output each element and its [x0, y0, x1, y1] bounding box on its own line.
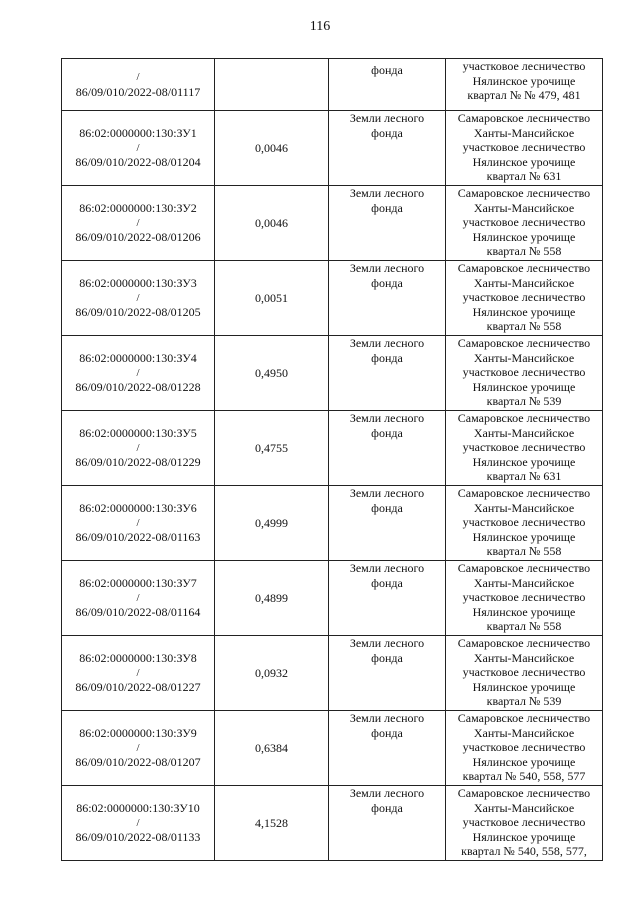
land-category-cell [329, 336, 446, 411]
cadastral-number-cell [62, 711, 215, 786]
location-line: Нялинское урочище [472, 73, 576, 88]
table-row [62, 636, 603, 711]
location-line: квартал № 558 [486, 244, 562, 258]
land-category-cell [329, 411, 446, 486]
location-line: Самаровское лесничество [457, 636, 591, 650]
land-category-line: фонда [371, 425, 403, 440]
cadastral-number: 86:02:0000000:130:ЗУ7 [79, 576, 197, 591]
number-separator: / [136, 816, 140, 829]
cadastral-number: 86:02:0000000:130:ЗУ1 [79, 126, 197, 141]
location-cell [446, 336, 603, 411]
area-cell [215, 636, 329, 711]
land-category-line: Земли лесного [349, 111, 425, 125]
location-line: Самаровское лесничество [457, 261, 591, 275]
cadastral-number: 86:02:0000000:130:ЗУ8 [79, 651, 197, 666]
location-cell [446, 261, 603, 336]
location-line: участковое лесничество [462, 515, 586, 529]
location-line: Нялинское урочище [472, 229, 576, 244]
land-category-line: Земли лесного [349, 336, 425, 350]
cadastral-number-cell [62, 261, 215, 336]
land-category-line: фонда [371, 350, 403, 365]
location-line: Самаровское лесничество [457, 411, 591, 425]
land-category-line: Земли лесного [349, 711, 425, 725]
location-cell [446, 786, 603, 861]
location-line: участковое лесничество [462, 290, 586, 304]
cadastral-number: 86:02:0000000:130:ЗУ3 [79, 276, 197, 291]
location-line: квартал № 558 [486, 319, 562, 333]
cadastral-number: 86:02:0000000:130:ЗУ9 [79, 726, 197, 741]
location-line: участковое лесничество [462, 740, 586, 754]
registration-number: 86/09/010/2022-08/01204 [75, 155, 201, 170]
land-category-line: фонда [371, 200, 403, 215]
location-line: квартал № 540, 558, 577, [461, 844, 587, 858]
area-cell [215, 111, 329, 186]
registration-number: 86/09/010/2022-08/01227 [75, 680, 201, 695]
area-value: 0,0051 [255, 290, 288, 305]
location-cell [446, 561, 603, 636]
page-number: 116 [309, 19, 331, 34]
table-row [62, 411, 603, 486]
area-cell [215, 711, 329, 786]
land-category-line: Земли лесного [349, 411, 425, 425]
area-value: 0,0046 [255, 215, 288, 230]
area-value: 0,4999 [255, 515, 288, 530]
land-category-line: Земли лесного [349, 561, 425, 575]
location-line: Ханты-Мансийское [473, 275, 575, 290]
cadastral-number-cell [62, 59, 215, 111]
registration-number: 86/09/010/2022-08/01205 [75, 305, 201, 320]
cadastral-number-cell [62, 786, 215, 861]
area-cell [215, 411, 329, 486]
table-row [62, 261, 603, 336]
location-line: Нялинское урочище [472, 454, 576, 469]
land-category-line: фонда [371, 575, 403, 590]
location-line: квартал № 558 [486, 619, 562, 633]
land-plots-table [61, 58, 603, 861]
area-value: 0,4899 [255, 590, 288, 605]
location-line: квартал № № 479, 481 [467, 88, 581, 102]
table-row [62, 111, 603, 186]
location-line: квартал № 558 [486, 544, 562, 558]
number-separator: / [136, 216, 140, 229]
cadastral-number-cell [62, 336, 215, 411]
location-line: Самаровское лесничество [457, 336, 591, 350]
location-line: участковое лесничество [462, 215, 586, 229]
number-separator: / [136, 71, 140, 83]
cadastral-number: 86:02:0000000:130:ЗУ10 [76, 801, 200, 816]
area-value: 0,0932 [255, 665, 288, 680]
location-line: Ханты-Мансийское [473, 575, 575, 590]
table-row [62, 486, 603, 561]
land-category-cell [329, 636, 446, 711]
number-separator: / [136, 591, 140, 604]
location-line: Самаровское лесничество [457, 186, 591, 200]
land-category-cell [329, 111, 446, 186]
location-line: Нялинское урочище [472, 604, 576, 619]
registration-number: 86/09/010/2022-08/01229 [75, 455, 201, 470]
area-value: 4,1528 [255, 815, 288, 830]
registration-number: 86/09/010/2022-08/01163 [75, 530, 201, 545]
land-category-line: фонда [371, 650, 403, 665]
location-line: Нялинское урочище [472, 679, 576, 694]
land-category-line: Земли лесного [349, 186, 425, 200]
location-line: Ханты-Мансийское [473, 725, 575, 740]
land-category-line: Земли лесного [349, 261, 425, 275]
location-line: квартал № 539 [486, 694, 562, 708]
land-category-cell [329, 786, 446, 861]
number-separator: / [136, 741, 140, 754]
land-category-line: Земли лесного [349, 636, 425, 650]
cadastral-number-cell [62, 561, 215, 636]
location-line: Самаровское лесничество [457, 711, 591, 725]
area-cell [215, 486, 329, 561]
land-category-line: фонда [371, 275, 403, 290]
cadastral-number-cell [62, 186, 215, 261]
number-separator: / [136, 366, 140, 379]
location-line: Ханты-Мансийское [473, 125, 575, 140]
land-category-cell [329, 486, 446, 561]
land-category-cell [329, 59, 446, 111]
location-line: участковое лесничество [462, 59, 586, 73]
number-separator: / [136, 291, 140, 304]
location-cell [446, 186, 603, 261]
area-value: 0,0046 [255, 140, 288, 155]
location-line: Ханты-Мансийское [473, 425, 575, 440]
location-cell [446, 711, 603, 786]
land-category-line: Земли лесного [349, 486, 425, 500]
land-category-line: фонда [371, 125, 403, 140]
area-cell [215, 261, 329, 336]
location-line: квартал № 631 [486, 469, 562, 483]
table-body [62, 59, 603, 861]
cadastral-number: 86:02:0000000:130:ЗУ2 [79, 201, 197, 216]
area-value: 0,4755 [255, 440, 288, 455]
land-category-line: фонда [371, 800, 403, 815]
number-separator: / [136, 441, 140, 454]
location-line: квартал № 540, 558, 577 [462, 769, 586, 783]
area-value: 0,6384 [255, 740, 288, 755]
cadastral-number: 86:02:0000000:130:ЗУ6 [79, 501, 197, 516]
location-line: Нялинское урочище [472, 154, 576, 169]
location-line: Нялинское урочище [472, 304, 576, 319]
location-line: участковое лесничество [462, 140, 586, 154]
land-category-line: Земли лесного [349, 786, 425, 800]
registration-number: 86/09/010/2022-08/01164 [75, 605, 201, 620]
location-line: Нялинское урочище [472, 754, 576, 769]
land-category-cell [329, 711, 446, 786]
cadastral-number: 86:02:0000000:130:ЗУ4 [79, 351, 197, 366]
location-line: Нялинское урочище [472, 829, 576, 844]
cadastral-number-cell [62, 636, 215, 711]
location-cell [446, 636, 603, 711]
land-category-line: фонда [371, 725, 403, 740]
location-line: Ханты-Мансийское [473, 800, 575, 815]
registration-number: 86/09/010/2022-08/01207 [75, 755, 201, 770]
area-cell [215, 786, 329, 861]
land-category-cell [329, 261, 446, 336]
area-value: 0,4950 [255, 365, 288, 380]
location-cell [446, 59, 603, 111]
table-row [62, 186, 603, 261]
cadastral-number: 86:02:0000000:130:ЗУ5 [79, 426, 197, 441]
location-line: Самаровское лесничество [457, 486, 591, 500]
registration-number: 86/09/010/2022-08/01133 [75, 830, 201, 845]
land-category-line: фонда [371, 500, 403, 515]
location-line: квартал № 539 [486, 394, 562, 408]
land-category-line: фонда [371, 63, 403, 77]
location-line: Нялинское урочище [472, 529, 576, 544]
registration-number: 86/09/010/2022-08/01117 [75, 84, 201, 99]
location-line: Ханты-Мансийское [473, 350, 575, 365]
location-cell [446, 111, 603, 186]
land-category-cell [329, 186, 446, 261]
table-row [62, 711, 603, 786]
registration-number: 86/09/010/2022-08/01206 [75, 230, 201, 245]
table-row [62, 336, 603, 411]
location-line: Ханты-Мансийское [473, 500, 575, 515]
cadastral-number-cell [62, 486, 215, 561]
location-line: Нялинское урочище [472, 379, 576, 394]
location-line: участковое лесничество [462, 815, 586, 829]
location-line: квартал № 631 [486, 169, 562, 183]
location-cell [446, 411, 603, 486]
location-line: Ханты-Мансийское [473, 200, 575, 215]
table-row [62, 59, 603, 111]
area-cell [215, 561, 329, 636]
area-cell [215, 336, 329, 411]
table-row [62, 786, 603, 861]
cadastral-number-cell [62, 411, 215, 486]
location-line: Ханты-Мансийское [473, 650, 575, 665]
number-separator: / [136, 141, 140, 154]
location-line: участковое лесничество [462, 590, 586, 604]
location-line: участковое лесничество [462, 365, 586, 379]
location-line: участковое лесничество [462, 665, 586, 679]
table-row [62, 561, 603, 636]
number-separator: / [136, 666, 140, 679]
location-line: Самаровское лесничество [457, 786, 591, 800]
location-line: участковое лесничество [462, 440, 586, 454]
number-separator: / [136, 516, 140, 529]
area-cell [215, 59, 329, 111]
cadastral-number-cell [62, 111, 215, 186]
registration-number: 86/09/010/2022-08/01228 [75, 380, 201, 395]
area-cell [215, 186, 329, 261]
location-line: Самаровское лесничество [457, 111, 591, 125]
land-category-cell [329, 561, 446, 636]
location-line: Самаровское лесничество [457, 561, 591, 575]
location-cell [446, 486, 603, 561]
